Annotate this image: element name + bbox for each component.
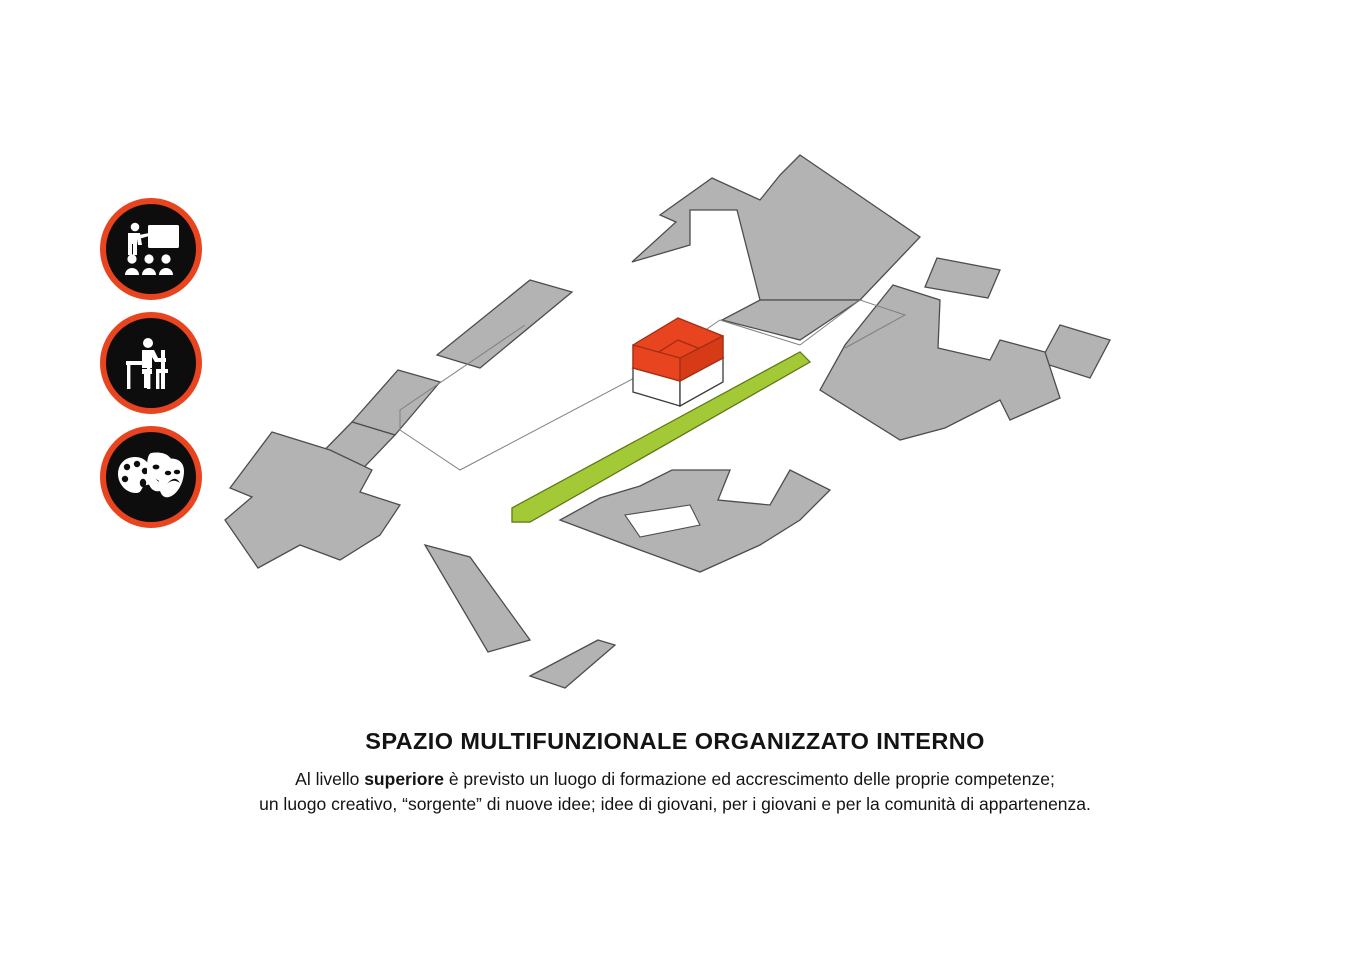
theatre-masks-palette-icon[interactable] — [100, 426, 202, 528]
building-block — [820, 285, 1060, 440]
caption-body — [0, 767, 1350, 818]
icon-legend — [100, 198, 210, 540]
building-block — [425, 545, 530, 652]
caption-line1-bold: superiore — [364, 769, 444, 789]
caption-line1-post: è previsto un luogo di formazione ed accrescimento delle proprie competenze; — [443, 769, 1055, 789]
highlighted-volume-red — [633, 318, 723, 406]
caption-line2: un luogo creativo, “sorgente” di nuove idee; idee di giovani, per i giovani e per la comunità di appartenenza. — [259, 794, 1091, 815]
person-desk-icon[interactable] — [100, 312, 202, 414]
building-block — [437, 280, 572, 368]
teacher-presentation-icon[interactable] — [100, 198, 202, 300]
building-block — [722, 300, 860, 340]
caption-line1-pre: Al livello — [295, 769, 365, 789]
site-blocks — [225, 155, 1110, 688]
building-block — [925, 258, 1000, 298]
building-block — [530, 640, 615, 688]
caption-title: SPAZIO MULTIFUNZIONALE ORGANIZZATO INTERNO — [365, 728, 985, 754]
building-block — [352, 370, 440, 435]
building-block — [632, 155, 920, 300]
caption-block — [0, 728, 1350, 818]
